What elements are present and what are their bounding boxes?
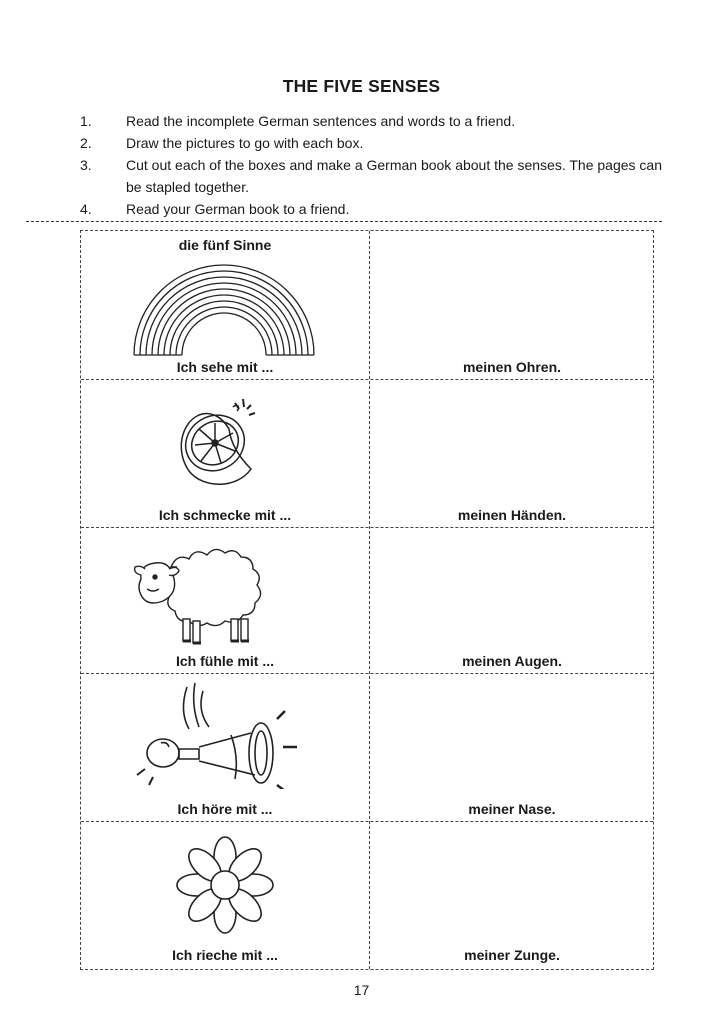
instruction-text: Read your German book to a friend.	[126, 201, 350, 217]
cut-line-divider	[26, 221, 662, 222]
row-cut-line	[81, 673, 653, 674]
instruction-list	[80, 110, 680, 220]
row-cut-line	[81, 379, 653, 380]
sentence-start: Ich sehe mit ...	[176, 359, 274, 375]
sentence-end: meinen Augen.	[462, 653, 562, 669]
sheep-icon	[131, 539, 291, 651]
sentence-start: Ich schmecke mit ...	[158, 507, 292, 523]
instruction-item	[80, 198, 680, 220]
flower-icon	[175, 835, 275, 935]
sentence-start: Ich höre mit ...	[177, 801, 273, 817]
card-grid	[80, 230, 654, 970]
instruction-number: 1.	[80, 113, 92, 129]
sentence-start: Ich rieche mit ...	[172, 947, 278, 963]
lemon-icon	[171, 393, 281, 493]
instruction-item	[80, 132, 680, 154]
instruction-number: 4.	[80, 201, 92, 217]
row-cut-line	[81, 821, 653, 822]
card-heading: die fünf Sinne	[178, 237, 272, 253]
rainbow-icon	[129, 259, 319, 359]
sentence-end: meiner Nase.	[468, 801, 556, 817]
sentence-end: meiner Zunge.	[464, 947, 560, 963]
instruction-text: Draw the pictures to go with each box.	[126, 135, 364, 151]
instruction-number: 2.	[80, 135, 92, 151]
instruction-text: Cut out each of the boxes and make a German book about the senses. The pages can be stapled together.	[126, 157, 662, 195]
page-number: 17	[353, 982, 370, 998]
column-cut-line	[369, 231, 370, 969]
sentence-start: Ich fühle mit ...	[175, 653, 274, 669]
row-cut-line	[81, 527, 653, 528]
instruction-text: Read the incomplete German sentences and words to a friend.	[126, 113, 516, 129]
sentence-end: meinen Ohren.	[462, 359, 562, 375]
instruction-number: 3.	[80, 157, 92, 173]
horn-icon	[131, 677, 301, 789]
sentence-end: meinen Händen.	[457, 507, 567, 523]
page-title: THE FIVE SENSES	[282, 76, 441, 96]
instruction-item	[80, 110, 680, 132]
instruction-item	[80, 154, 680, 198]
